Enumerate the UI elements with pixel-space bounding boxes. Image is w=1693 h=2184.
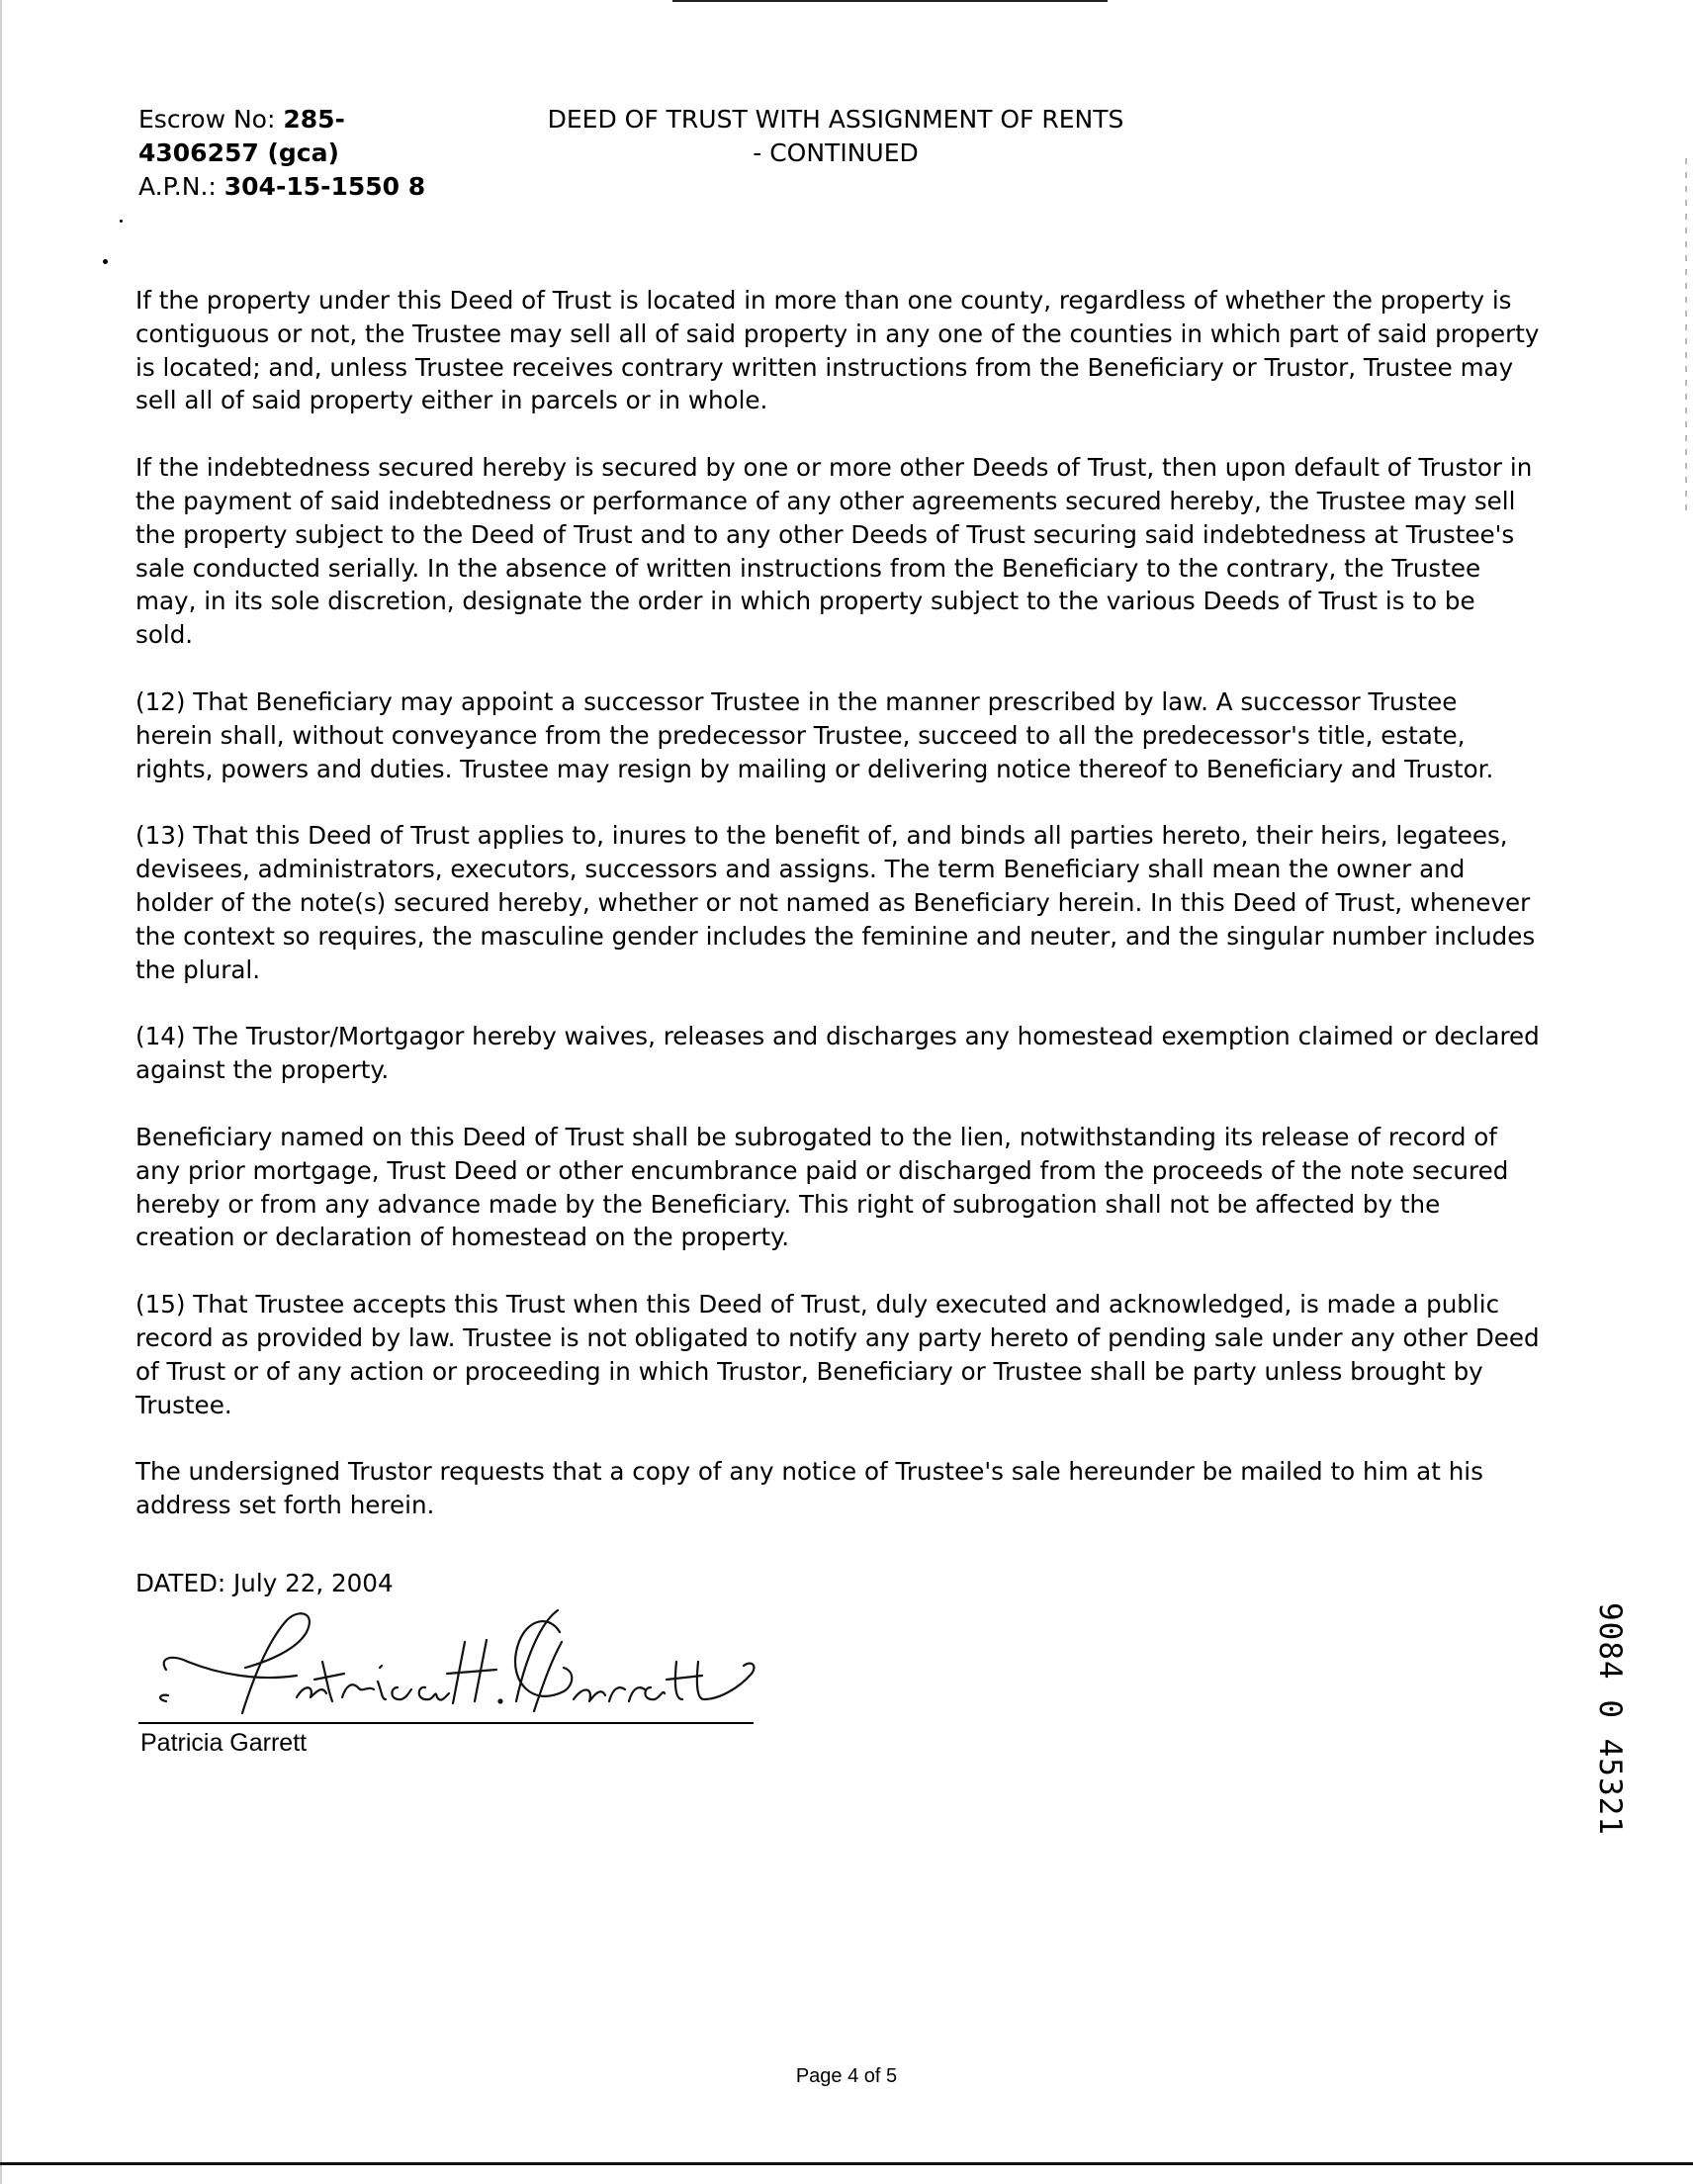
paragraph-notice-request: The undersigned Trustor requests that a copy of any notice of Trustee's sale hereunder be mailed to him at his address set forth herein.	[135, 1457, 1483, 1520]
recording-number-stamp	[1586, 1602, 1646, 1860]
paragraph-15-trustee-acceptance: (15) That Trustee accepts this Trust when this Deed of Trust, duly executed and acknowledged, is made a public record as provided by law. Trustee is not obligated to notify any party hereto of pending sale under any other Deed of Trust or of any action or proceeding in which Trustor, Beneficiary or Trustee shall be party unless brought by Trustee.	[135, 1290, 1540, 1419]
paragraph-multi-county: If the property under this Deed of Trust is located in more than one county, regardless of whether the property is contiguous or not, the Trustee may sell all of said property in any one of the counties in which part of said property is located; and, unless Trustee receives contrary written instructions from the Beneficiary or Trustor, Trustee may sell all of said property either in parcels or in whole.	[135, 286, 1540, 415]
handwritten-signature	[148, 1602, 761, 1721]
apn-value: 304-15-1550 8	[223, 172, 426, 201]
signature-line	[138, 1722, 754, 1724]
title-line-2: - CONTINUED	[753, 138, 919, 167]
title-line-1: DEED OF TRUST WITH ASSIGNMENT OF RENTS	[547, 105, 1124, 134]
escrow-line-1	[138, 103, 475, 136]
escrow-value: 285-	[283, 105, 345, 134]
document-body	[135, 284, 1540, 1556]
scan-edge-bottom	[0, 2162, 1693, 2165]
scan-speck	[120, 220, 123, 223]
dated-line: DATED: July 22, 2004	[135, 1569, 394, 1597]
scan-edge-top	[672, 0, 1108, 2]
document-title	[514, 103, 1157, 170]
page-number: Page 4 of 5	[795, 2065, 898, 2087]
paragraph-subrogation: Beneficiary named on this Deed of Trust shall be subrogated to the lien, notwithstanding its release of record of any prior mortgage, Trust Deed or other encumbrance paid or discharged from the proceeds of the note secured hereby or from any advance made by the Beneficiary. This right of subrogation shall not be affected by the creation or declaration of homestead on the property.	[135, 1122, 1509, 1252]
escrow-label: Escrow No:	[138, 105, 284, 134]
paragraph-13-binding-parties: (13) That this Deed of Trust applies to, inures to the benefit of, and binds all parties hereto, their heirs, legatees, devisees, administrators, executors, successors and assigns. The term Beneficiary shall mean the owner and holder of the note(s) secured hereby, whether or not named as Beneficiary herein. In this Deed of Trust, whenever the context so requires, the masculine gender includes the feminine and neuter, and the singular number includes the plural.	[135, 821, 1536, 984]
apn-label: A.P.N.:	[138, 172, 224, 201]
paragraph-12-successor-trustee: (12) That Beneficiary may appoint a successor Trustee in the manner prescribed by law. A successor Trustee herein shall, without conveyance from the predecessor Trustee, succeed to all the predecessor's title, estate, rights, powers and duties. Trustee may resign by mailing or delivering notice thereof to Beneficiary and Trustor.	[135, 686, 1494, 783]
signer-name: Patricia Garrett	[140, 1729, 308, 1757]
paragraph-14-homestead-waiver: (14) The Trustor/Mortgagor hereby waives, releases and discharges any homestead exemption claimed or declared against the property.	[135, 1022, 1540, 1085]
scan-edge-right	[1685, 158, 1687, 514]
paragraph-multiple-deeds: If the indebtedness secured hereby is secured by one or more other Deeds of Trust, then upon default of Trustor in the payment of said indebtedness or performance of any other agreements secured hereby, the Trustee may sell the property subject to the Deed of Trust and to any other Deeds of Trust securing said indebtedness at Trustee's sale conducted serially. In the absence of written instructions from the Beneficiary to the contrary, the Trustee may, in its sole discretion, designate the order in which property subject to the various Deeds of Trust is to be sold.	[135, 453, 1533, 650]
escrow-value-cont: 4306257 (gca)	[138, 138, 339, 167]
scan-edge-left	[0, 0, 2, 2184]
scan-speck	[103, 259, 108, 264]
recording-number: 9084 0 45321	[1592, 1602, 1628, 1836]
escrow-block	[138, 103, 475, 204]
apn-line	[138, 170, 475, 204]
